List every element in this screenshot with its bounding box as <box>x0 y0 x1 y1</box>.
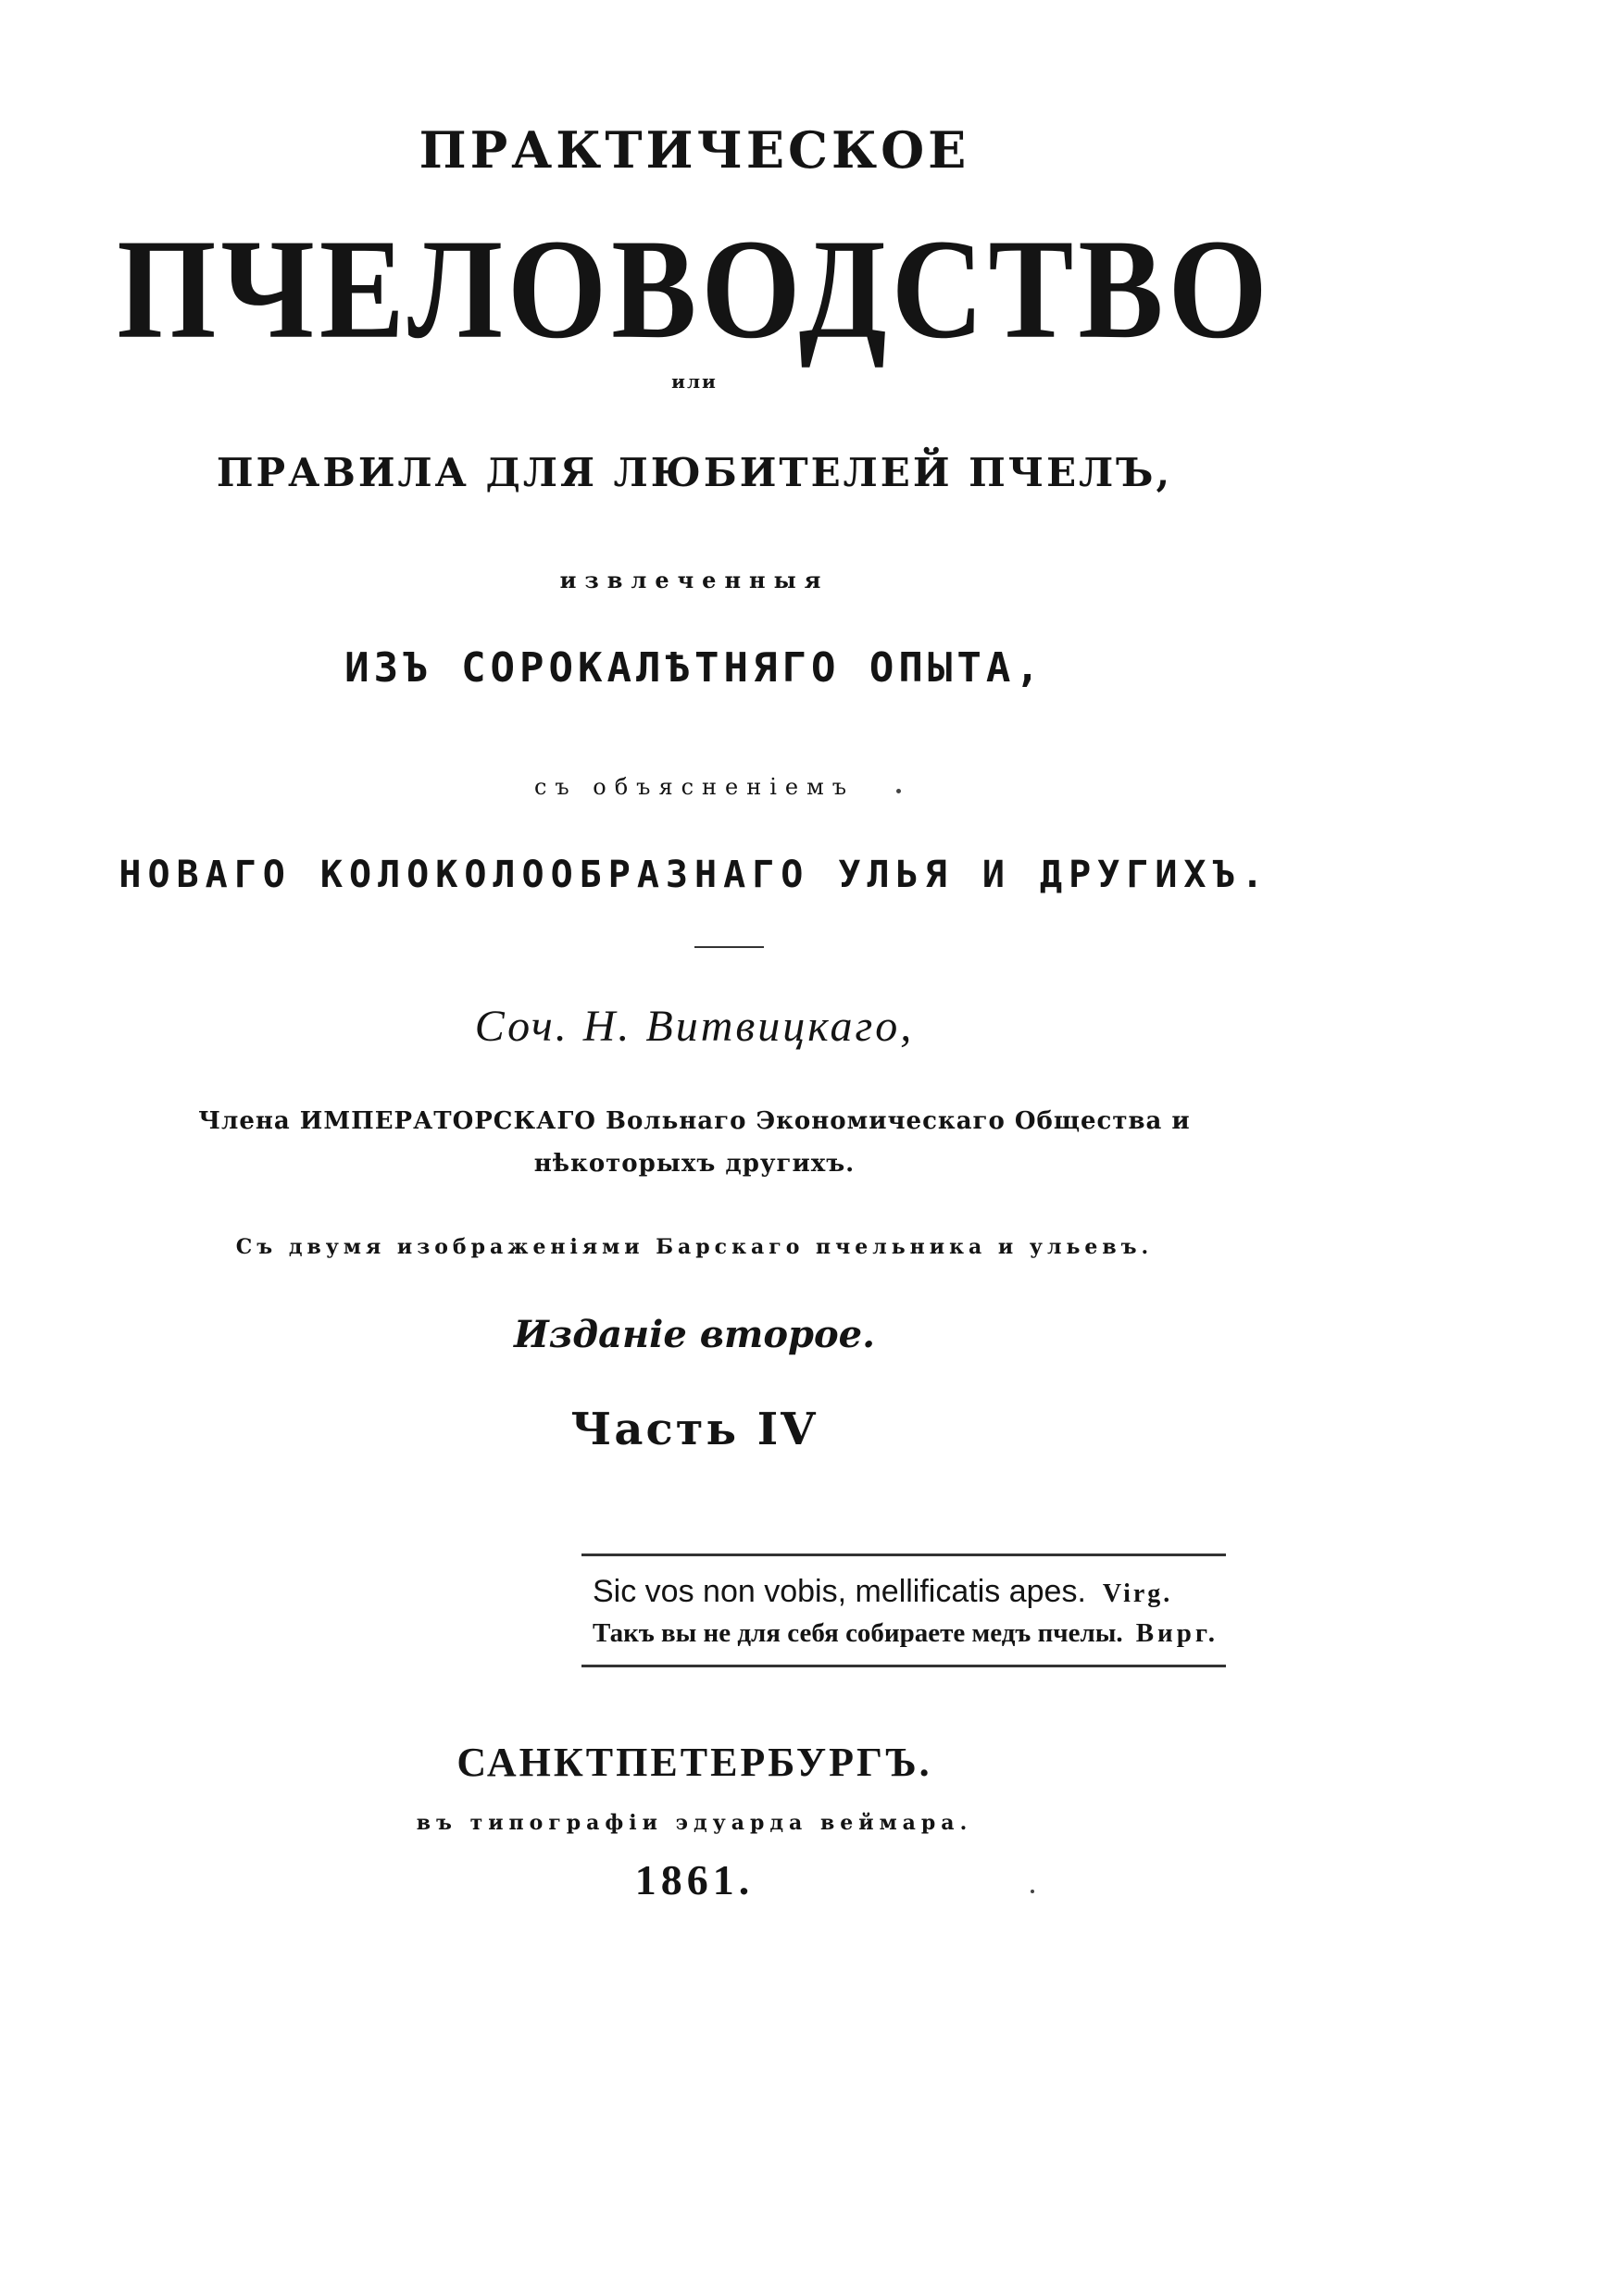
subtitle-experience: ИЗЪ СОРОКАЛѢТНЯГО ОПЫТА, <box>344 644 1044 692</box>
imprint-year: 1861. <box>634 1856 755 1903</box>
epigraph-latin-source: Virg. <box>1102 1579 1173 1608</box>
epigraph-rule-top <box>581 1554 1226 1556</box>
epigraph-latin <box>593 1574 1231 1610</box>
illustrations-note: Съ двумя изображеніями Барскаго пчельника и ульевъ. <box>235 1235 1154 1259</box>
part-number: Часть IV <box>570 1404 819 1455</box>
epigraph-rule-bottom <box>581 1665 1226 1667</box>
subtitle-hives: НОВАГО КОЛОКОЛООБРАЗНАГО УЛЬЯ И ДРУГИХЪ. <box>119 854 1270 896</box>
imprint-city: САНКТПЕТЕРБУРГЪ. <box>456 1740 932 1785</box>
edition-line: Изданіе второе. <box>513 1313 876 1356</box>
title-connector: или <box>671 370 718 393</box>
author-line: Соч. Н. Витвицкаго, <box>474 1002 915 1051</box>
main-title: ПЧЕЛОВОДСТВО <box>117 209 1272 368</box>
membership-line-1: Члена ИМПЕРАТОРСКАГО Вольнаго Экономическаго Общества и <box>198 1107 1191 1135</box>
subtitle-extracted: извлеченныя <box>559 567 830 593</box>
epigraph-russian <box>593 1618 1231 1649</box>
print-speck <box>896 789 901 793</box>
membership-line-2: нѣкоторыхъ другихъ. <box>533 1150 856 1178</box>
imprint-printer: въ типографіи эдуарда веймара. <box>416 1811 973 1835</box>
epigraph-russian-source: Вирг. <box>1135 1618 1219 1648</box>
epigraph-russian-text: Такъ вы не для себя собираете медъ пчелы. <box>593 1618 1123 1648</box>
print-speck <box>1031 1890 1034 1893</box>
subtitle-explanation: съ объясненіемъ <box>533 774 856 800</box>
epigraph-latin-text: Sic vos non vobis, mellificatis apes. <box>593 1574 1086 1609</box>
short-divider <box>694 946 764 948</box>
subtitle-rules: ПРАВИЛА ДЛЯ ЛЮБИТЕЛЕЙ ПЧЕЛЪ, <box>216 450 1173 495</box>
title-adjective: ПРАКТИЧЕСКОЕ <box>419 120 970 180</box>
